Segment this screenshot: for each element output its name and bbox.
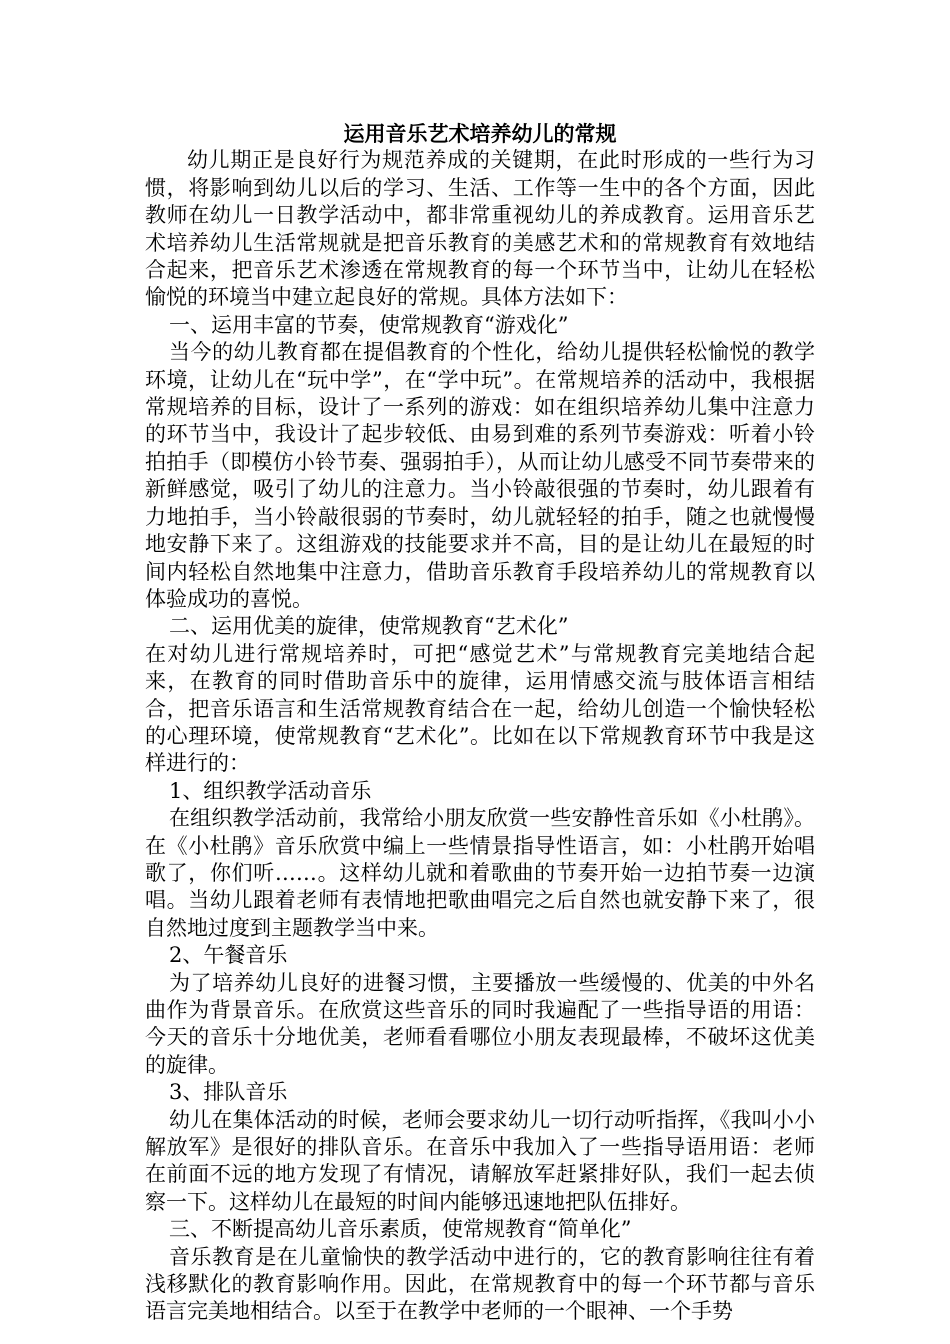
section-heading-1: 一、运用丰富的节奏，使常规教育“游戏化” (169, 312, 569, 337)
section-heading-3: 三、不断提高幼儿音乐素质，使常规教育“简单化” (169, 1217, 632, 1242)
paragraph-intro: 幼儿期正是良好行为规范养成的关键期，在此时形成的一些行为习惯，将影响到幼儿以后的学习、生活、工作等一生中的各个方面，因此教师在幼儿一日教学活动中，都非常重视幼儿的养成教育。运用音乐艺术培养幼儿生活常规就是把音乐教育的美感艺术和的常规教育有效地结合起来，把音乐艺术渗透在常规教育的每一个环节当中，让幼儿在轻松愉悦的环境当中建立起良好的常规。具体方法如下： (145, 148, 815, 310)
paragraph-melody: 在对幼儿进行常规培养时，可把“感觉艺术”与常规教育完美地结合起来，在教育的同时借助音乐中的旋律，运用情感交流与肢体语言相结合，把音乐语言和生活常规教育结合在一起，给幼儿创造一个愉快轻松的心理环境，使常规教育“艺术化”。比如在以下常规教育环节中我是这样进行的： (145, 641, 815, 776)
paragraph-teaching-music: 在组织教学活动前，我常给小朋友欣赏一些安静性音乐如《小杜鹃》。在《小杜鹃》音乐欣赏中编上一些情景指导性语言，如：小杜鹃开始唱歌了，你们听……。这样幼儿就和着歌曲的节奏开始一边拍节奏一边演唱。当幼儿跟着老师有表情地把歌曲唱完之后自然也就安静下来了，很自然地过度到主题教学当中来。 (145, 806, 815, 940)
paragraph-lunch-music: 为了培养幼儿良好的进餐习惯，主要播放一些缓慢的、优美的中外名曲作为背景音乐。在欣赏这些音乐的同时我遍配了一些指导语的用语：今天的音乐十分地优美，老师看看哪位小朋友表现最棒，不破坏这优美的旋律。 (145, 970, 815, 1077)
subheading-1: 1、组织教学活动音乐 (169, 778, 372, 803)
section-heading-2: 二、运用优美的旋律，使常规教育“艺术化” (169, 614, 569, 639)
paragraph-lineup-music: 幼儿在集体活动的时候，老师会要求幼儿一切行动听指挥，《我叫小小解放军》是很好的排队音乐。在音乐中我加入了一些指导语用语：老师在前面不远的地方发现了有情况，请解放军赶紧排好队，我们一起去侦察一下。这样幼儿在最短的时间内能够迅速地把队伍排好。 (145, 1107, 815, 1214)
paragraph-music-quality: 音乐教育是在儿童愉快的教学活动中进行的，它的教育影响往往有着浅移默化的教育影响作用。因此，在常规教育中的每一个环节都与音乐语言完美地相结合。以至于在教学中老师的一个眼神、一个手势 (145, 1244, 815, 1324)
subheading-3: 3、排队音乐 (169, 1080, 288, 1105)
document-title: 运用音乐艺术培养幼儿的常规 (343, 121, 617, 146)
paragraph-rhythm: 当今的幼儿教育都在提倡教育的个性化，给幼儿提供轻松愉悦的教学环境，让幼儿在“玩中学”，在“学中玩”。在常规培养的活动中，我根据常规培养的目标，设计了一系列的游戏：如在组织培养幼儿集中注意力的环节当中，我设计了起步较低、由易到难的系列节奏游戏：听着小铃拍拍手（即模仿小铃节奏、强弱拍手），从而让幼儿感受不同节奏带来的新鲜感觉，吸引了幼儿的注意力。当小铃敲很强的节奏时，幼儿跟着有力地拍手，当小铃敲很弱的节奏时，幼儿就轻轻的拍手，随之也就慢慢地安静下来了。这组游戏的技能要求并不高，目的是让幼儿在最短的时间内轻松自然地集中注意力，借助音乐教育手段培养幼儿的常规教育以体验成功的喜悦。 (145, 340, 815, 611)
subheading-2: 2、午餐音乐 (169, 943, 288, 968)
document-page (145, 120, 815, 1326)
